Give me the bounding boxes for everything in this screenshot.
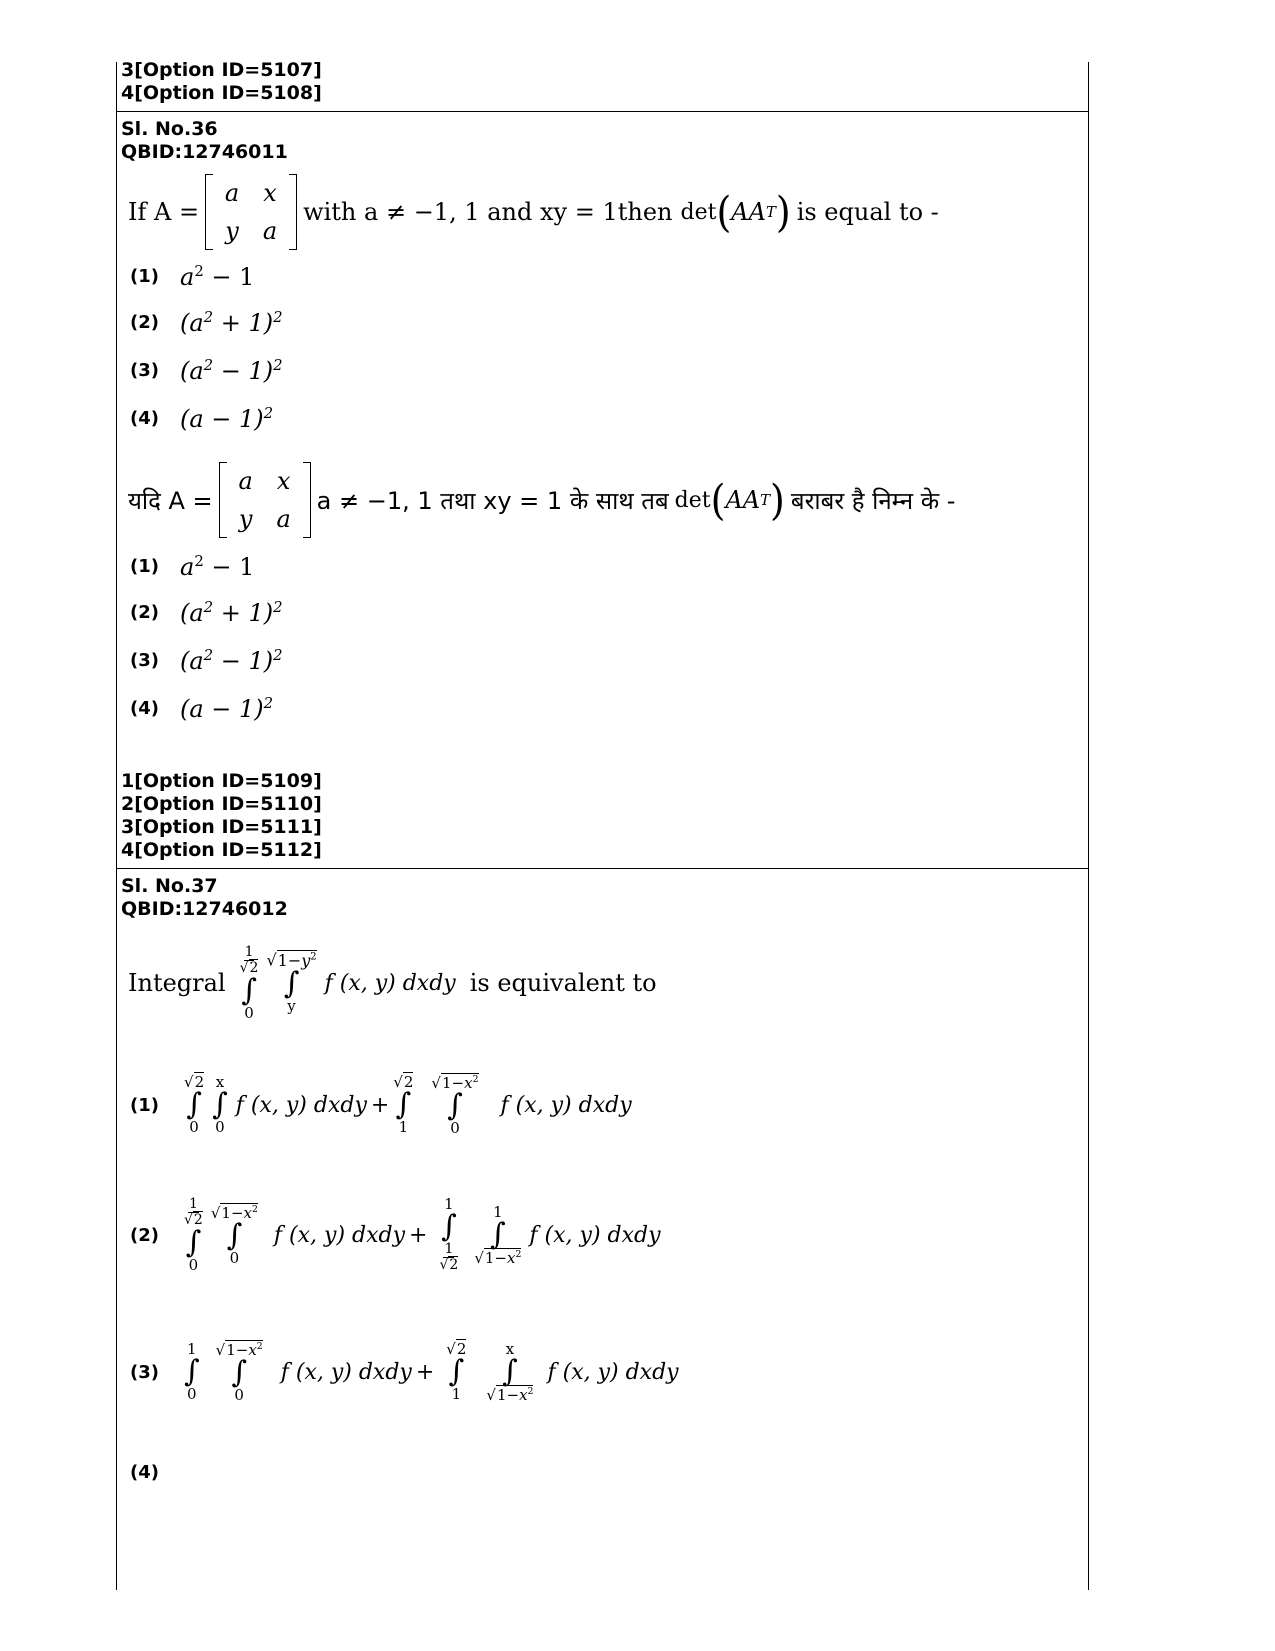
option-sup: 2 <box>273 598 283 616</box>
option-base: (a <box>180 357 204 385</box>
matrix-cell: a <box>262 217 278 245</box>
integral-symbol: 1 ∫ $\frac{1}{√2}$ <box>439 1195 459 1273</box>
option-base: (a − 1) <box>180 405 264 433</box>
q36-header <box>121 118 288 164</box>
option-sup: 2 <box>203 598 214 616</box>
q36-question-hindi: यदि A = a x y a a ≠ −1, 1 तथा xy = 1 के साथ तब det ( AA T ) बराबर है निम्न के - <box>128 460 955 540</box>
option-id: 1[Option ID=5109] <box>121 770 322 792</box>
q36-hi-matrix <box>219 462 311 538</box>
q36-option-2 <box>130 308 283 337</box>
q36-qbid: QBID:12746011 <box>121 141 288 163</box>
q37-option-4 <box>130 1462 159 1483</box>
plus-sign: + <box>415 1359 435 1385</box>
matrix-cell: y <box>225 217 239 245</box>
option-label: (2) <box>130 312 159 333</box>
integrand: f (x, y) dxdy <box>235 1092 367 1118</box>
integral-symbol: $\frac{1}{√2}$ ∫ 0 <box>184 1196 203 1274</box>
q36-en-matrix <box>205 174 297 250</box>
option-label: (4) <box>130 1462 159 1483</box>
integral-symbol: $√1-x^2$ ∫ 0 <box>431 1073 479 1137</box>
matrix-cell: a <box>238 467 253 495</box>
option-sup: 2 <box>263 694 274 712</box>
integrand: f (x, y) dxdy <box>547 1359 679 1385</box>
q36-hi-det: det <box>674 487 711 513</box>
plus-sign: + <box>409 1222 428 1248</box>
integral-symbol: 1 ∫ $√1-x^2$ <box>474 1202 522 1267</box>
prev-option-id: 3[Option ID=5107] <box>121 59 322 81</box>
integrand: f (x, y) dxdy <box>273 1222 406 1248</box>
integral-symbol: $√1-x^2$ ∫ 0 <box>210 1203 258 1267</box>
option-rest: − 1 <box>203 263 255 291</box>
option-id: 4[Option ID=5112] <box>121 839 322 861</box>
option-sup: 2 <box>263 404 274 422</box>
q37-text-prefix: Integral <box>128 969 226 997</box>
q36-hi-prefix: यदि A = <box>128 486 213 515</box>
option-label: (3) <box>130 360 159 381</box>
option-rest: + 1) <box>213 599 274 627</box>
q37-option-3 <box>130 1312 683 1432</box>
q36-option-4 <box>130 404 273 433</box>
option-sup: 2 <box>273 646 283 664</box>
q36-option-1 <box>130 262 254 291</box>
q36-slno: Sl. No.36 <box>121 118 218 140</box>
option-base: (a <box>180 599 204 627</box>
option-label: (4) <box>130 698 159 719</box>
integral-symbol: x ∫ $√1-x^2$ <box>486 1339 534 1404</box>
option-rest: − 1) <box>213 647 274 675</box>
integral-symbol: x ∫ 0 <box>212 1073 228 1136</box>
option-label: (1) <box>130 556 159 577</box>
q36-hi-option-4 <box>130 694 273 723</box>
option-base: (a <box>180 309 204 337</box>
option-id: 3[Option ID=5111] <box>121 816 322 838</box>
option-label: (4) <box>130 408 159 429</box>
option-sup: 2 <box>203 356 214 374</box>
prev-option-id: 4[Option ID=5108] <box>121 82 322 104</box>
option-base: (a <box>180 647 204 675</box>
q36-en-arg: AA <box>731 198 766 226</box>
option-sup: 2 <box>273 356 283 374</box>
q37-slno: Sl. No.37 <box>121 875 218 897</box>
option-sup: 2 <box>194 552 204 570</box>
option-label: (1) <box>130 1094 159 1116</box>
integrand: f (x, y) dxdy <box>500 1092 632 1118</box>
q36-hi-option-3 <box>130 646 283 675</box>
q36-option-3 <box>130 356 283 385</box>
prev-option-ids <box>121 59 322 105</box>
q36-hi-mid: a ≠ −1, 1 तथा xy = 1 के साथ तब <box>316 486 669 515</box>
option-rest: − 1 <box>203 553 255 581</box>
q36-question-english: If A = a x y a with a ≠ −1, 1 and xy = 1then det ( AA T ) is equal to - <box>128 172 939 252</box>
integrand: f (x, y) dxdy <box>280 1359 412 1385</box>
option-label: (3) <box>130 650 159 671</box>
matrix-cell: a <box>276 505 291 533</box>
option-base: a <box>180 553 195 581</box>
plus-sign: + <box>370 1092 390 1118</box>
integral-symbol: √2 ∫ 0 <box>184 1073 205 1136</box>
q36-en-mid: with a ≠ −1, 1 and xy = 1then <box>303 198 673 226</box>
q36-hi-option-2 <box>130 598 283 627</box>
option-sup: 2 <box>273 308 283 326</box>
q36-option-ids <box>121 770 322 862</box>
matrix-cell: y <box>238 505 253 533</box>
option-id: 2[Option ID=5110] <box>121 793 322 815</box>
option-base: (a − 1) <box>180 695 264 723</box>
q36-en-sup: T <box>765 203 776 221</box>
question-divider <box>116 868 1089 869</box>
matrix-cell: x <box>263 179 277 207</box>
q36-hi-suffix: बराबर है निम्न के - <box>790 486 956 515</box>
q36-hi-sup: T <box>760 491 771 509</box>
q37-option-1 <box>130 1055 636 1155</box>
q36-en-det: det <box>680 199 717 225</box>
option-label: (2) <box>130 1224 159 1246</box>
q37-option-2 <box>130 1170 665 1300</box>
integral-symbol: √2 ∫ 1 <box>446 1340 467 1403</box>
integral-symbol: 1 ∫ 0 <box>184 1340 200 1403</box>
q36-en-suffix: is equal to - <box>796 198 939 226</box>
integral-outer: $\frac{1}{√2}$ ∫ 0 <box>239 944 259 1022</box>
option-rest: + 1) <box>213 309 274 337</box>
integral-symbol: √2 ∫ 1 <box>393 1073 414 1136</box>
option-rest: − 1) <box>213 357 274 385</box>
q37-text-suffix: is equivalent to <box>469 969 657 997</box>
q36-en-prefix: If A = <box>128 198 200 226</box>
option-sup: 2 <box>203 646 214 664</box>
integral-inner: $√1-y^2$ ∫ y <box>266 950 317 1015</box>
integrand: f (x, y) dxdy <box>529 1222 661 1248</box>
integral-symbol: $√1-x^2$ ∫ 0 <box>215 1340 263 1404</box>
q37-integrand: f (x, y) dxdy <box>324 970 456 996</box>
q37-header <box>121 875 288 921</box>
option-label: (2) <box>130 602 159 623</box>
option-base: a <box>180 263 195 291</box>
option-label: (3) <box>130 1361 159 1383</box>
q37-qbid: QBID:12746012 <box>121 898 288 920</box>
matrix-cell: a <box>224 179 240 207</box>
q36-hi-option-1 <box>130 552 254 581</box>
q36-hi-arg: AA <box>725 486 761 514</box>
matrix-cell: x <box>276 467 291 495</box>
q37-question <box>128 928 657 1038</box>
question-divider <box>116 111 1089 112</box>
option-sup: 2 <box>194 262 204 280</box>
option-label: (1) <box>130 266 159 287</box>
option-sup: 2 <box>203 308 214 326</box>
